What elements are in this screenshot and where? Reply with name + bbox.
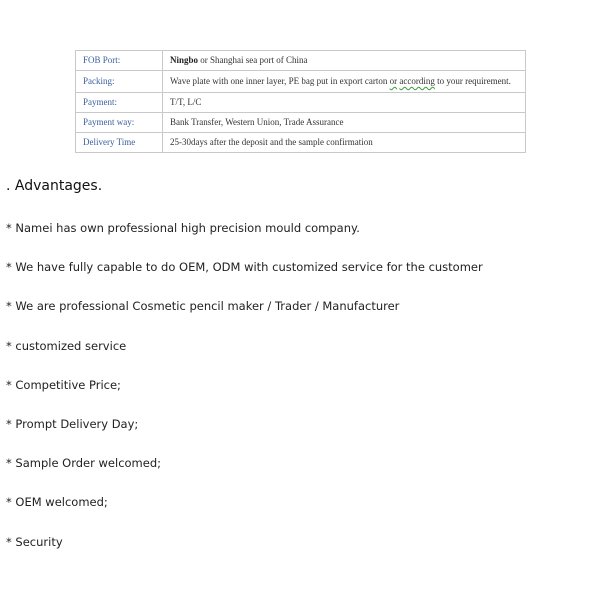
list-item: * We have fully capable to do OEM, ODM with customized service for the customer (6, 260, 483, 275)
packing-value-part1: Wave plate with one inner layer, PE bag put in export carton (170, 76, 390, 87)
payment-way-value: Bank Transfer, Western Union, Trade Assurance (163, 113, 526, 133)
packing-value-squiggle-according: according (399, 76, 435, 87)
list-item: * We are professional Cosmetic pencil maker / Trader / Manufacturer (6, 299, 400, 314)
list-item: * Competitive Price; (6, 377, 121, 392)
fob-port-value (163, 51, 526, 71)
packing-label: Packing: (76, 71, 163, 93)
advantages-heading: . Advantages. (6, 178, 103, 194)
fob-port-label: FOB Port: (76, 51, 163, 71)
table-row (76, 71, 526, 93)
table-row (76, 113, 526, 133)
list-item: * Security (6, 534, 63, 549)
packing-value-squiggle-or: or (389, 76, 398, 87)
table-row (76, 93, 526, 113)
table-row (76, 51, 526, 71)
fob-port-value-bold: Ningbo (170, 55, 199, 65)
list-item: * OEM welcomed; (6, 495, 108, 510)
list-item: * customized service (6, 338, 127, 353)
list-item: * Prompt Delivery Day; (6, 416, 139, 431)
list-item: * Namei has own professional high precision mould company. (6, 221, 360, 235)
product-info-table (75, 50, 526, 153)
fob-port-value-rest: or Shanghai sea port of China (198, 55, 308, 65)
payment-way-label: Payment way: (76, 113, 163, 133)
payment-value: T/T, L/C (163, 93, 526, 113)
packing-value (163, 71, 526, 93)
delivery-time-label: Delivery Time (76, 133, 163, 153)
delivery-time-value: 25-30days after the deposit and the sample confirmation (163, 133, 526, 153)
advantages-list (6, 220, 483, 573)
packing-value-part2: to your requirement. (434, 76, 511, 87)
table-row (76, 133, 526, 153)
payment-label: Payment: (76, 93, 163, 113)
list-item: * Sample Order welcomed; (6, 456, 162, 471)
